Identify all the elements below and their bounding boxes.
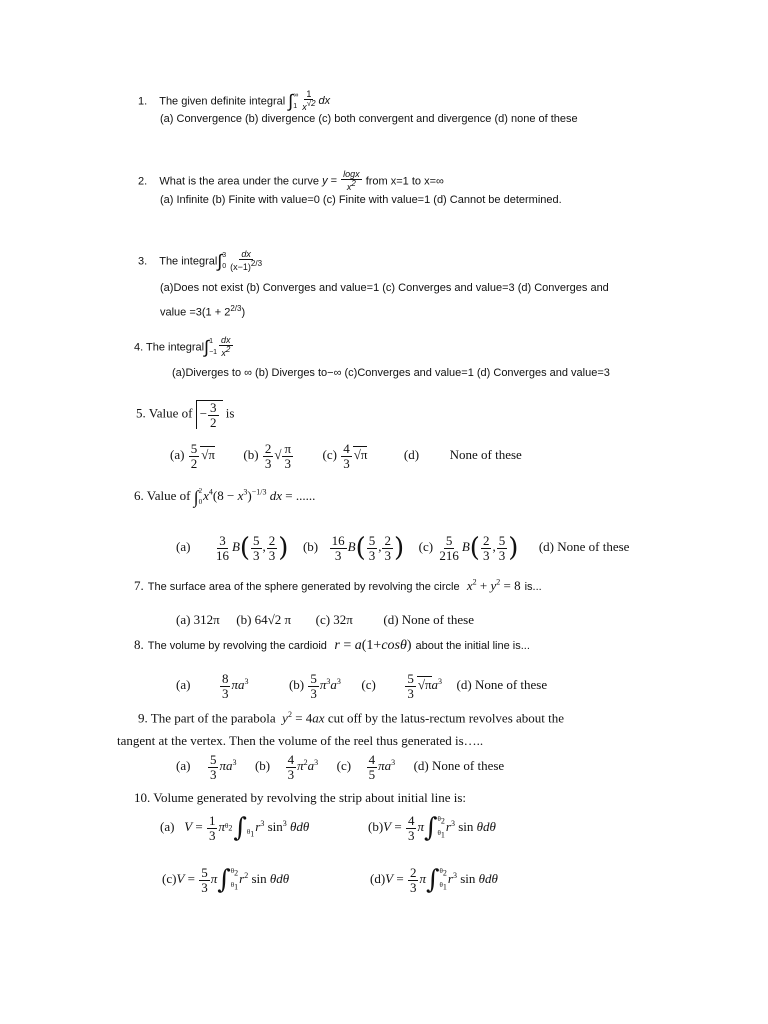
q8-options: (a) $\frac{8}{3}$ $\pi a^3$ (b) $\frac{5}{3}$ $\pi^3a^3$ (c) $\frac{5}{3}$ $√\pi a^3$ (d) None of these [176, 671, 548, 701]
q10-option-b-row: (b)V = $\frac{4}{3}$ π∫ $\theta_2$ $\theta_1$ $r^3$ sin θdθ [368, 813, 496, 844]
q10-option-d-row: (d)V = $\frac{2}{3}$ π∫ $\theta_2$ $\theta_1$ $r^3$ sin θdθ [370, 865, 498, 896]
q7-circle: $x^2 + y^2 = 8$ [466, 577, 521, 593]
q1-number: 1. [138, 95, 148, 108]
q7-line [134, 578, 542, 594]
q7-option-d: (d) None of these [383, 612, 474, 627]
q2-line [138, 170, 444, 193]
q2-curve: y = $\frac{\log x}{x^2}$ [322, 169, 360, 193]
q9-option-a: (a) [176, 758, 191, 774]
q6-options: (a) $\frac{3}{16}$ B( $\frac{5}{3}$ , $\frac{2}{3}$ ) (b) $\frac{16}{3}$ B( $\frac{5}{3}$ , $\frac{2}{3}$ ) (c) $\frac{5}{216}$ B( $\frac{2}{3}$ , $\frac{5}{3}$ ) (d) None of these [176, 533, 630, 564]
q9-option-d: (d) None of these [413, 758, 505, 774]
q3-number: 3. [138, 255, 148, 268]
q5-text: 5. Value of [136, 405, 193, 421]
q10-option-a: (a) [160, 819, 175, 835]
q4-line [134, 336, 234, 359]
q5-line [136, 400, 234, 429]
q5-tail: is [225, 405, 235, 421]
q8-text: The volume by revolving the cardioid [147, 640, 327, 652]
q8-line [134, 637, 530, 653]
q6-integral: ∫ 2 0 $x^4(8 - x^3)^{-1/3}$ dx [193, 487, 282, 508]
q4-integral: ∫ 1 −1 $\frac{dx}{x^2}$ [204, 335, 231, 359]
q9-line-1: 9. The part of the parabola $y^2 = 4ax$ cut off by the latus-rectum revolves about the [138, 710, 565, 726]
q6-option-b: (b) [302, 539, 319, 555]
q5-option-a: (a) [170, 447, 185, 463]
q6-tail: = ...... [285, 488, 316, 504]
q3-options-2: value $=3(1 + 2^{2/3})$ [160, 304, 246, 319]
q3-integral: ∫ 3 0 $\frac{dx}{(x-1)^{2/3}}$ [217, 249, 263, 273]
q8-option-b: (b) [288, 677, 305, 693]
q5-option-b: (b) [243, 447, 259, 463]
q6-text: 6. Value of [134, 488, 191, 504]
q5-gamma-expression: − $\frac{3}{2}$ [196, 400, 223, 429]
q9-options: (a) $\frac{5}{3}$ $\pi a^3$ (b) $\frac{4}{3}$ $\pi^2a^3$ (c) $\frac{4}{5}$ $\pi a^3$ (d) None of these [176, 752, 505, 782]
q7-option-a: (a) 312π [176, 612, 220, 627]
q3-options-1: (a)Does not exist (b) Converges and value=1 (c) Converges and value=3 (d) Converges and [160, 282, 609, 294]
q7-option-c: (c) 32π [315, 612, 353, 627]
q8-number: 8. [134, 637, 144, 652]
q7-tail: is... [524, 581, 542, 593]
q6-option-a: (a) [176, 539, 191, 555]
q6-option-d: (d) None of these [538, 539, 630, 555]
q1-text: The given definite integral [159, 95, 286, 108]
q2-text: What is the area under the curve [159, 175, 320, 188]
q3-option-d-value: value =3(1 + 2 [160, 306, 231, 319]
q8-option-d: (d) None of these [456, 677, 548, 693]
q10-option-a-row: (a) V = $\frac{1}{3}$ π $\theta_2$ ∫ $\theta_1$ $r^3$ $\sin^3 \theta d\theta$ [160, 813, 310, 844]
q10-line: 10. Volume generated by revolving the strip about initial line is: [134, 790, 467, 805]
q2-options: (a) Infinite (b) Finite with value=0 (c) Finite with value=1 (d) Cannot be determined. [160, 194, 562, 206]
q7-number: 7. [134, 578, 144, 593]
q10-option-d: (d) [370, 871, 386, 887]
q6-line [134, 486, 315, 508]
q8-cardioid: r = a(1+cosθ) [334, 638, 412, 653]
q5-option-d: (d) [403, 447, 420, 463]
q9-text-b: cut off by the latus-rectum revolves about the [327, 710, 565, 726]
q10-option-c-row: (c)V = $\frac{5}{3}$ π∫ $\theta_2$ $\theta_1$ $r^2$ sin θdθ [162, 865, 290, 896]
q9-text-a: 9. The part of the parabola [138, 710, 276, 726]
q10-option-c: (c) [162, 871, 177, 887]
q7-text: The surface area of the sphere generated by revolving the circle [147, 581, 460, 593]
q3-text: The integral [159, 255, 218, 268]
q1-integral: ∫ ∞ 1 $\frac{1}{x^{√2}}$ dx [288, 89, 331, 113]
q1-options: (a) Convergence (b) divergence (c) both convergent and divergence (d) none of these [160, 113, 578, 125]
q5-option-d-text: None of these [449, 447, 522, 463]
q7-option-b: (b) 64√2 π [236, 612, 292, 627]
q2-number: 2. [138, 175, 148, 188]
q5-option-c: (c) [322, 447, 337, 463]
q4-options: (a)Diverges to ∞ (b) Diverges to−∞ (c)Converges and value=1 (d) Converges and value=3 [172, 367, 610, 379]
q3-line [138, 250, 265, 273]
q5-options: (a) $\frac{5}{2}$ √π (b) $\frac{2}{3}$ √ $\frac{\pi}{3}$ (c) $\frac{4}{3}$ √π (d) None of these [170, 441, 522, 471]
q8-option-c: (c) [361, 677, 376, 693]
q8-option-a: (a) [176, 677, 191, 693]
q10-option-b: (b) [368, 819, 384, 835]
q4-text: 4. The integral [134, 341, 205, 354]
q6-option-c: (c) [418, 539, 434, 555]
q7-options [176, 613, 474, 626]
q8-tail: about the initial line is... [415, 640, 530, 652]
q2-range: from x=1 to x=∞ [365, 175, 444, 188]
q9-line-2: tangent at the vertex. Then the volume of the reel thus generated is….. [117, 733, 484, 748]
q9-option-c: (c) [336, 758, 352, 774]
q9-option-b: (b) [254, 758, 271, 774]
q1-line [138, 90, 330, 113]
